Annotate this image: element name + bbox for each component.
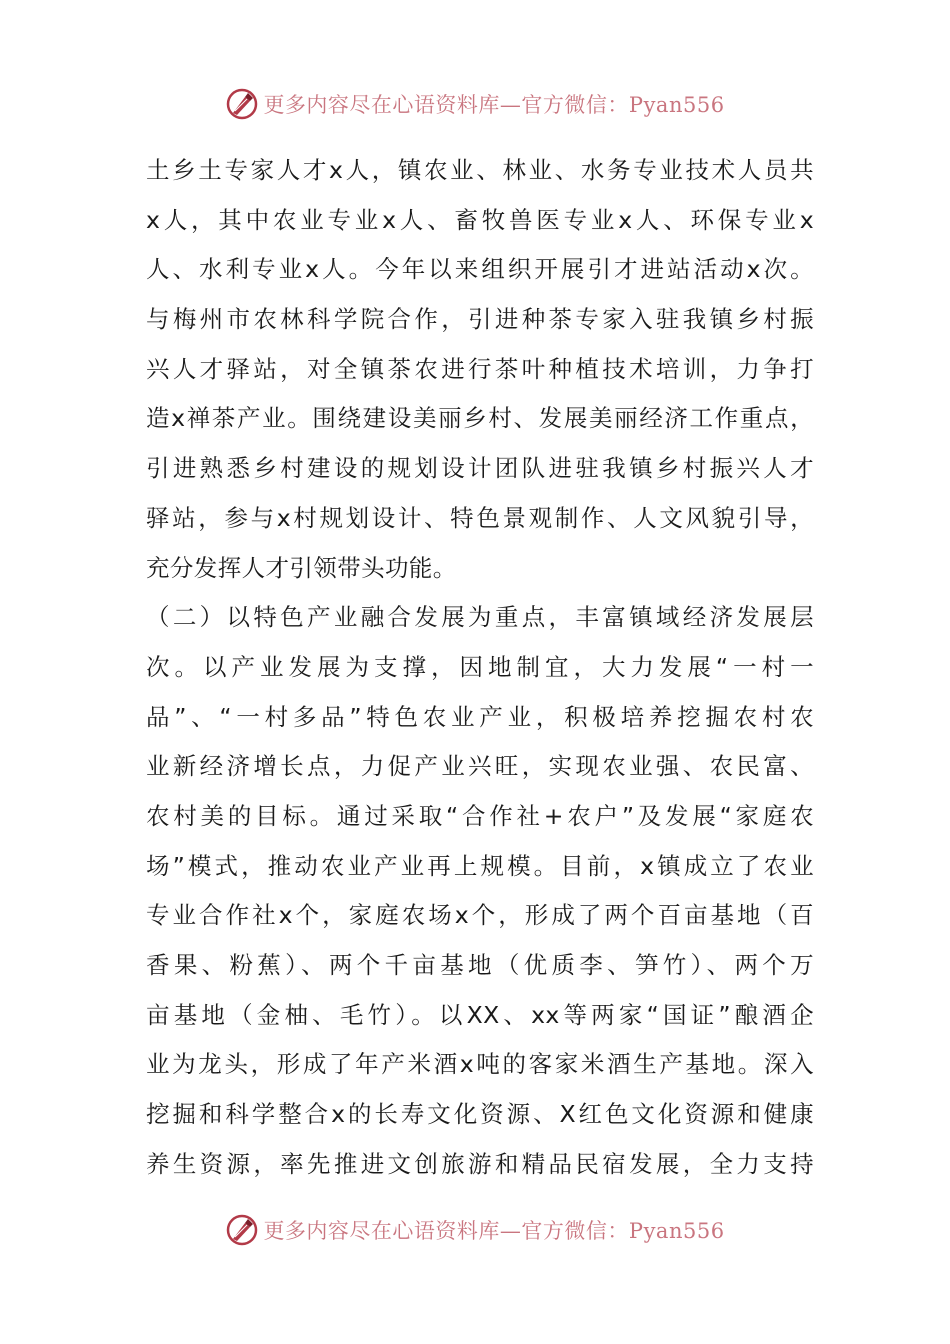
text-line: x人，其中农业专业x人、畜牧兽医专业x人、环保专业x xyxy=(146,205,814,234)
document-body xyxy=(146,146,814,1189)
header-banner-text: 更多内容尽在心语资料库—官方微信：Pyan556 xyxy=(263,93,725,117)
text-line: 养生资源，率先推进文创旅游和精品民宿发展，全力支持 xyxy=(146,1149,814,1178)
text-line: 农村美的目标。通过采取“合作社+农户”及发展“家庭农 xyxy=(146,801,814,830)
text-line: 专业合作社x个，家庭农场x个，形成了两个百亩基地（百 xyxy=(146,901,814,930)
pen-nib-circle-icon xyxy=(225,87,259,121)
text-line: 品”、“一村多品”特色农业产业，积极培养挖掘农村农 xyxy=(146,702,814,731)
text-line: 土乡土专家人才x人，镇农业、林业、水务专业技术人员共 xyxy=(146,156,814,184)
text-line: 充分发挥人才引领带头功能。 xyxy=(146,553,457,582)
pen-nib-circle-icon xyxy=(225,1213,259,1247)
text-line: 人、水利专业x人。今年以来组织开展引才进站活动x次。 xyxy=(146,255,814,284)
text-line: 场”模式，推动农业产业再上规模。目前，x镇成立了农业 xyxy=(146,851,814,880)
text-line: 与梅州市农林科学院合作，引进种茶专家入驻我镇乡村振 xyxy=(146,305,814,334)
text-line: 驿站，参与x村规划设计、特色景观制作、人文风貌引导， xyxy=(146,503,814,532)
text-line: 兴人才驿站，对全镇茶农进行茶叶种植技术培训，力争打 xyxy=(146,354,814,383)
footer-banner xyxy=(0,1210,950,1250)
text-line: 挖掘和科学整合x的长寿文化资源、X红色文化资源和健康 xyxy=(146,1100,814,1129)
header-banner xyxy=(0,84,950,124)
text-line: 业为龙头，形成了年产米酒x吨的客家米酒生产基地。深入 xyxy=(146,1050,814,1079)
text-line: 业新经济增长点，力促产业兴旺，实现农业强、农民富、 xyxy=(146,752,814,781)
text-line: 引进熟悉乡村建设的规划设计团队进驻我镇乡村振兴人才 xyxy=(146,454,814,483)
text-line: 次。以产业发展为支撑，因地制宜，大力发展“一村一 xyxy=(146,652,814,681)
footer-banner-text: 更多内容尽在心语资料库—官方微信：Pyan556 xyxy=(263,1219,725,1243)
text-line: 亩基地（金柚、毛竹）。以XX、xx等两家“国证”酿酒企 xyxy=(146,1000,814,1029)
text-line: 香果、粉蕉）、两个千亩基地（优质李、笋竹）、两个万 xyxy=(146,951,814,979)
section-heading-line: （二）以特色产业融合发展为重点，丰富镇域经济发展层 xyxy=(146,603,814,632)
text-line: 造x禅茶产业。围绕建设美丽乡村、发展美丽经济工作重点， xyxy=(146,404,814,433)
